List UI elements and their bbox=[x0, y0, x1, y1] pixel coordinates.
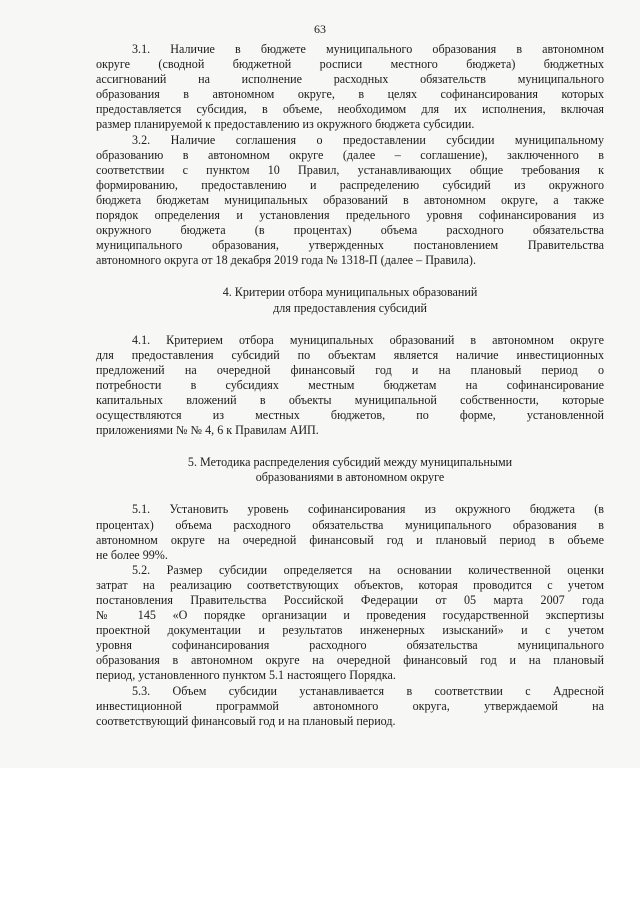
text-line: постановления Правительства Российской Федерации от 05 марта 2007 года bbox=[96, 593, 604, 607]
text-line: порядок определения и установления предельного уровня софинансирования из bbox=[96, 208, 604, 223]
text-line: 3.1. Наличие в бюджете муниципального образования в автономном bbox=[132, 42, 604, 56]
page-number: 63 bbox=[314, 22, 326, 36]
para-3-2 bbox=[96, 133, 604, 269]
text-line: приложениями № № 4, 6 к Правилам АИП. bbox=[96, 423, 319, 438]
text-line: для предоставления субсидий по объектам является наличие инвестиционных bbox=[96, 347, 604, 362]
text-line: № 145 «О порядке организации и проведения государственной экспертизы bbox=[96, 608, 604, 623]
text-line: образованию в автономном округе (далее – соглашение), заключенного в bbox=[96, 147, 604, 162]
text-line: 5.2. Размер субсидии определяется на основании количественной оценки bbox=[132, 562, 604, 577]
para-4-1 bbox=[96, 333, 604, 439]
text-line: формированию, предоставлению и распределению субсидий из окружного bbox=[96, 177, 604, 192]
text-line: 3.2. Наличие соглашения о предоставлении субсидии муниципальному bbox=[132, 132, 604, 147]
text-line: инвестиционной программой автономного округа, утверждаемой на bbox=[96, 698, 604, 713]
text-line: соответствующий финансовый год и на плановый период. bbox=[96, 713, 396, 728]
text-line: образования в автономном округе на очередной финансовый год и на плановый bbox=[96, 653, 604, 668]
text-line: бюджета бюджетам муниципальных образований в автономном округе, а также bbox=[96, 192, 604, 207]
text-line: предложений на очередной финансовый год и на плановый период о bbox=[96, 362, 604, 377]
text-line: размер планируемой к предоставлению из окружного бюджета субсидии. bbox=[96, 117, 475, 132]
text-line: затрат на реализацию соответствующих объектов, которая проводится с учетом bbox=[96, 577, 604, 592]
text-line: период, установленного пунктом 5.1 настоящего Порядка. bbox=[96, 668, 396, 683]
text-line: не более 99%. bbox=[96, 547, 168, 562]
heading-line: для предоставления субсидий bbox=[273, 300, 427, 315]
text-line: 5.1. Установить уровень софинансирования из окружного бюджета (в bbox=[132, 502, 604, 517]
text-line: окружного бюджета (в процентах) объема расходного обязательства bbox=[96, 223, 604, 238]
spacer bbox=[96, 438, 604, 455]
para-3-1 bbox=[96, 42, 604, 133]
para-5-2 bbox=[96, 563, 604, 684]
document-body bbox=[96, 42, 604, 729]
heading-section-5 bbox=[96, 455, 604, 485]
heading-line: 4. Критерии отбора муниципальных образований bbox=[222, 285, 478, 300]
text-line: образования в автономном округе, в целях софинансирования которых bbox=[96, 87, 604, 102]
heading-section-4 bbox=[96, 285, 604, 315]
text-line: 4.1. Критерием отбора муниципальных образований в автономном округе bbox=[132, 332, 604, 347]
text-line: округе (сводной бюджетной росписи местного бюджета) бюджетных bbox=[96, 57, 604, 72]
heading-line: 5. Методика распределения субсидий между муниципальными bbox=[187, 455, 513, 470]
spacer bbox=[96, 316, 604, 333]
heading-line: образованиями в автономном округе bbox=[255, 470, 445, 485]
spacer bbox=[96, 485, 604, 502]
text-line: уровня софинансирования расходного обязательства муниципального bbox=[96, 638, 604, 653]
text-line: 5.3. Объем субсидии устанавливается в соответствии с Адресной bbox=[132, 683, 604, 698]
text-line: автономного округа от 18 декабря 2019 года № 1318-П (далее – Правила). bbox=[96, 253, 476, 268]
text-line: потребности в субсидиях местным бюджетам на софинансирование bbox=[96, 377, 604, 392]
para-5-3 bbox=[96, 684, 604, 729]
text-line: автономном округе на очередной финансовый год и плановый период в объеме bbox=[96, 532, 604, 547]
text-line: ассигнований на исполнение расходных обязательств муниципального bbox=[96, 72, 604, 87]
text-line: процентах) объема расходного обязательства муниципального образования в bbox=[96, 517, 604, 532]
text-line: осуществляются из местных бюджетов, по форме, установленной bbox=[96, 408, 604, 423]
text-line: соответствии с пунктом 10 Правил, устанавливающих общие требования к bbox=[96, 162, 604, 177]
spacer bbox=[96, 268, 604, 285]
text-line: капитальных вложений в объекты муниципальной собственности, которые bbox=[96, 392, 604, 407]
text-line: муниципального образования, утвержденных постановлением Правительства bbox=[96, 238, 604, 253]
para-5-1 bbox=[96, 502, 604, 562]
text-line: проектной документации и результатов инженерных изысканий» и с учетом bbox=[96, 623, 604, 638]
text-line: предоставляется субсидия, в объеме, необходимом для их исполнения, включая bbox=[96, 102, 604, 117]
